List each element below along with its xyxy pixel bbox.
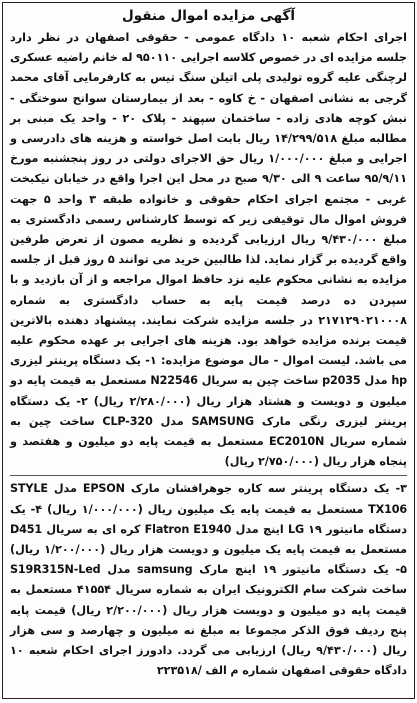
notice-paragraph-items: ۳- یک دستگاه پرینتر سه کاره جوهرافشان مارک EPSON مدل STYLE TX106 مستعمل به قیمت پایه یک میلیون ریال (۱/۰۰۰/۰۰۰ ریال) ۴- یک دستگاه مانیتور LG ۱۹ اینچ مدل Flatron E1940 کره ای به سریال D451 مستعمل به قیمت پایه یک میلیون و دویست هزار ریال (۱/۲۰۰/۰۰۰ ریال) ۵- یک دستگاه مانیتور ۱۹ اینچ مارک samsung مدل S19R315N-Led ساخت شرکت سام الکترونیک ایران به شماره سریال ۴۱۵۵۴ مستعمل به قیمت پایه دو میلیون و دویست هزار ریال (۲/۲۰۰/۰۰۰ ریال) قیمت پایه پنج ردیف فوق الذکر مجموعا به مبلغ نه میلیون و چهارصد و سی هزار ریال (۹/۴۳۰/۰۰۰ ریال) ارزیابی می گردد. دادورز اجرای احکام شعبه ۱۰ دادگاه حقوقی اصفهان شماره م الف /۲۲۳۵۱۸ <box>10 482 407 678</box>
notice-paragraph-main: اجرای احکام شعبه ۱۰ دادگاه عمومی - حقوقی اصفهان در نظر دارد جلسه مزایده ای در خصوص کلاسه اجرایی ۹۵۰۱۱۰ له خانم راضیه عسکری لرچنگی علیه گروه تولیدی پلی اتیلن سنگ تیس به کارفرمایی آقای محمد گرجی به نشانی اصفهان - خ کاوه - بعد از بیمارستان سوانح سوختگی - نبش کوچه هادی زاده - ساختمان سپهند - پلاک ۲۰ - واحد یک مبنی بر مطالبه مبلغ ۱۴/۲۹۹/۵۱۸ ریال بابت اصل خواسته و هزینه های دادرسی و اجرایی و مبلغ ۱/۰۰۰/۰۰۰ ریال حق الاجرای دولتی در روز پنجشنبه مورخ ۹۵/۹/۱۱ ساعت ۹ الی ۹/۳۰ صبح در محل این اجرا واقع در خیابان نیکبخت غربی - مجتمع اجرای احکام حقوقی و خانواده طبقه ۳ واحد ۵ جهت فروش اموال مال توقیفی زیر که توسط کارشناس رسمی دادگستری به مبلغ ۹/۴۳۰/۰۰۰ ریال ارزیابی گردیده و نظریه مصون از تعرض طرفین واقع گردیده بر گزار نماید. لذا طالبین خرید می توانند ۵ روز قبل از جلسه مزایده به نشانی محکوم علیه نزد حافظ اموال مراجعه و از آن بازدید و با سپردن ده درصد قیمت پایه به حساب دادگستری به شماره ۲۱۷۱۲۹۰۲۱۰۰۰۸ در جلسه مزایده شرکت نمایند. پیشنهاد دهنده بالاترین قیمت برنده مزایده خواهد بود. هزینه های اجرایی بر عهده محکوم علیه می باشد. لیست اموال - مال موضوع مزایده: ۱- یک دستگاه پرینتر لیزری hp مدل p2035 ساخت چین به سریال N22546 مستعمل به قیمت پایه دو میلیون و دویست و هشتاد هزار ریال (۲/۲۸۰/۰۰۰ ریال) ۲- یک دستگاه پرینتر لیزری رنگی مارک SAMSUNG مدل CLP-320 ساخت چین به شماره سریال EC2010N مستعمل به قیمت پایه دو میلیون و هفتصد و پنجاه هزار ریال (۲/۷۵۰/۰۰۰ ریال) <box>10 31 408 469</box>
notice-title: آگهی مزایده اموال منقول <box>122 8 295 24</box>
auction-notice <box>2 2 415 699</box>
paragraph-divider <box>10 475 407 476</box>
